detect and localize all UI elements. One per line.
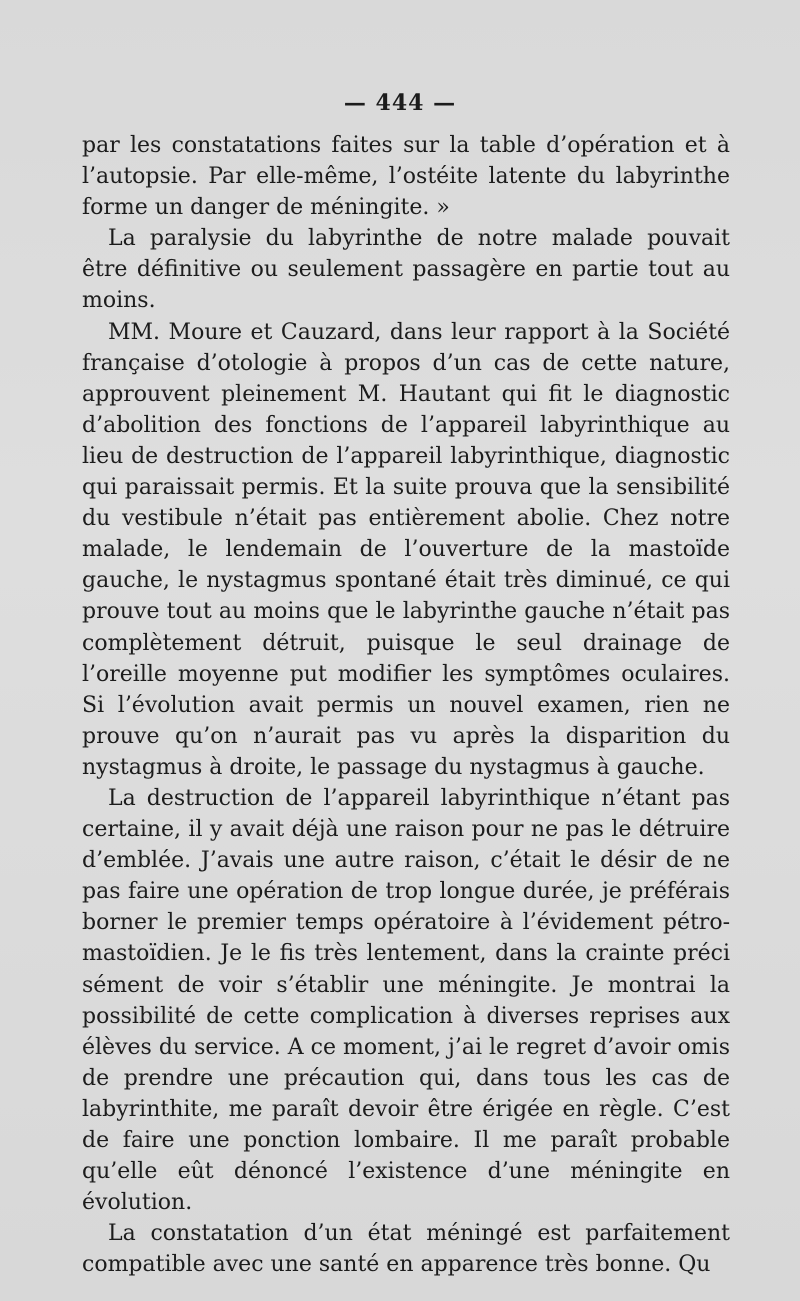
paragraph-continuation: par les constatations faites sur la table d’opération et à l’autopsie. Par elle-même, l’ostéite latente du labyrinthe forme un danger de méningite. » bbox=[82, 133, 730, 221]
body-text bbox=[82, 130, 730, 1280]
paragraph: MM. Moure et Cauzard, dans leur rapport à la Société française d’otologie à propos d’un cas de cette nature, approuvent pleinement M. Hautant qui fit le diagnostic d’abolition des fonctions de l’appareil labyrinthique au lieu de destruction de l’appareil labyrinthique, diagnostic qui paraissait permis. Et la suite prouva que la sensibilité du vestibule n’était pas entièrement abolie. Chez notre malade, le lendemain de l’ouverture de la mastoïde gauche, le nystagmus spontané était très diminué, ce qui prouve tout au moins que le labyrinthe gauche n’était pas complètement détruit, puisque le seul drainage de l’oreille moyenne put modifier les symptômes oculaires. Si l’évolution avait permis un nouvel examen, rien ne prouve qu’on n’aurait pas vu après la disparition du nystagmus à droite, le passage du nystagmus à gauche. bbox=[82, 319, 730, 780]
paragraph: La paralysie du labyrinthe de notre malade pouvait être définitive ou seulement passagère en partie tout au moins. bbox=[82, 226, 730, 314]
page-number: — 444 — bbox=[343, 90, 457, 116]
paragraph: La destruction de l’appareil labyrinthique n’étant pas certaine, il y avait déjà une raison pour ne pas le détruire d’emblée. J’avais une autre raison, c’était le désir de ne pas faire une opération de trop longue durée, je préférais borner le premier temps opératoire à l’évidement pétro-mastoïdien. Je le fis très lentement, dans la crainte préci sément de voir s’établir une méningite. Je montrai la possibilité de cette complication à diverses reprises aux élèves du service. A ce moment, j’ai le regret d’avoir omis de prendre une précaution qui, dans tous les cas de labyrinthite, me paraît devoir être érigée en règle. C’est de faire une ponction lombaire. Il me paraît probable qu’elle eût dénoncé l’existence d’une méningite en évolution. bbox=[82, 785, 730, 1216]
paragraph: La constatation d’un état méningé est parfaitement compatible avec une santé en apparence très bonne. Qu bbox=[82, 1221, 730, 1278]
